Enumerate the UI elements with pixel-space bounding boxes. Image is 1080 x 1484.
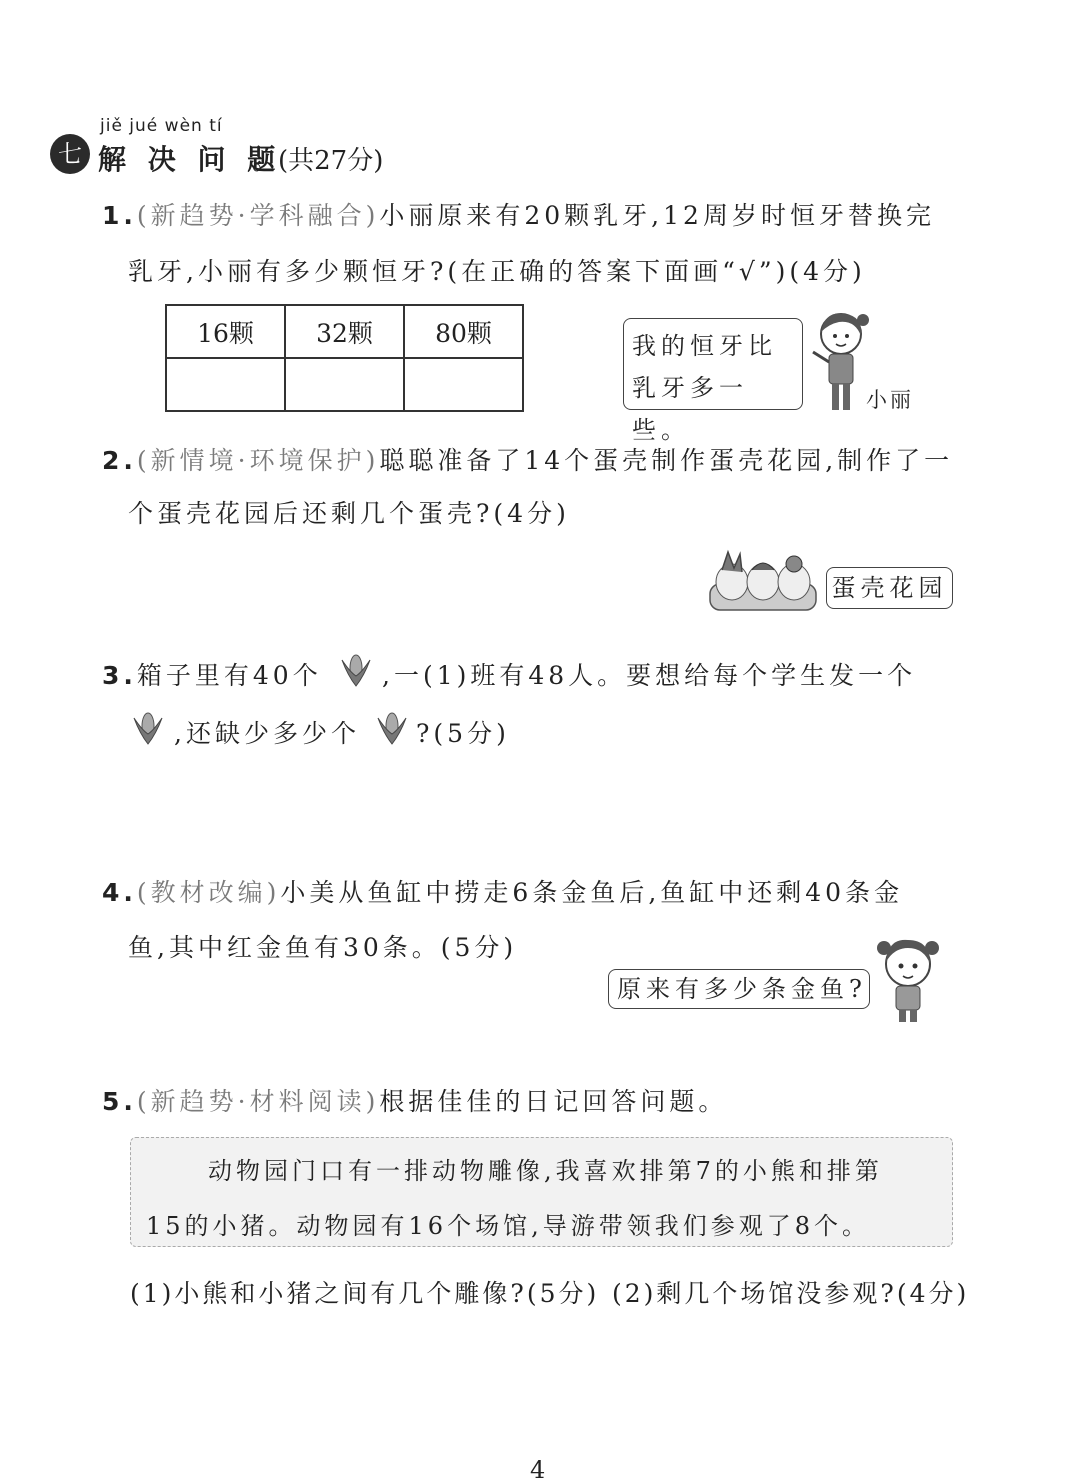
bubble-line-1: 我的恒牙比 [632, 332, 777, 360]
girl-xiaoli-icon [805, 306, 875, 416]
question-5-sub-2: (2)剩几个场馆没参观?(4分) [612, 1279, 970, 1308]
diary-line-1: 动物园门口有一排动物雕像,我喜欢排第7的小熊和排第 [208, 1157, 883, 1185]
question-5-text-1: 根据佳佳的日记回答问题。 [379, 1087, 728, 1116]
question-4-number: 4. [102, 878, 137, 907]
question-3-text-4: ?(5分) [416, 719, 510, 748]
question-1-text-2: 乳牙,小丽有多少颗恒牙?(在正确的答案下面画“√”)(4分) [128, 257, 866, 286]
answer-cell-80[interactable] [404, 358, 523, 411]
question-1-answer-table [165, 304, 524, 412]
section-number-badge: 七 [50, 134, 90, 174]
option-80: 80颗 [404, 305, 523, 358]
girl-xiaomei-icon [872, 930, 944, 1026]
question-1-text-1: 小丽原来有20颗乳牙,12周岁时恒牙替换完 [379, 201, 935, 230]
question-3-text-1: 箱子里有40个 [136, 661, 322, 690]
section-title: 解 决 问 题 [98, 143, 282, 176]
corn-icon [336, 650, 374, 690]
question-4-text-1: 小美从鱼缸中捞走6条金鱼后,鱼缸中还剩40条金 [280, 878, 904, 907]
diary-line-2: 15的小猪。动物园有16个场馆,导游带领我们参观了8个。 [146, 1212, 870, 1240]
question-2-text-2: 个蛋壳花园后还剩几个蛋壳?(4分) [128, 499, 570, 528]
eggshell-garden-icon [708, 546, 818, 614]
question-3-text-3: ,还缺少多少个 [174, 719, 360, 748]
answer-cell-16[interactable] [166, 358, 285, 411]
question-4-tag: (教材改编) [136, 878, 281, 907]
eggshell-garden-label: 蛋壳花园 [826, 567, 953, 609]
question-5-sub-1: (1)小熊和小猪之间有几个雕像?(5分) [130, 1279, 600, 1308]
question-3-number: 3. [102, 661, 137, 690]
question-4-line-1 [102, 873, 903, 909]
option-16: 16颗 [166, 305, 285, 358]
question-1-tag: (新趋势·学科融合) [136, 201, 380, 230]
question-5-tag: (新趋势·材料阅读) [136, 1087, 380, 1116]
question-5-number: 5. [102, 1087, 137, 1116]
question-1-line-1 [102, 196, 935, 232]
section-pinyin: jiě jué wèn tí [100, 116, 223, 136]
question-3-line-1 [102, 656, 322, 692]
question-2-line-1 [102, 441, 953, 477]
corn-icon [372, 708, 410, 748]
speaker-name: 小丽 [866, 388, 914, 412]
question-4-speech-bubble: 原来有多少条金鱼? [608, 969, 870, 1009]
question-2-text-1: 聪聪准备了14个蛋壳制作蛋壳花园,制作了一 [379, 446, 954, 475]
corn-icon [128, 708, 166, 748]
answer-cell-32[interactable] [285, 358, 404, 411]
question-1-number: 1. [102, 201, 137, 230]
option-32: 32颗 [285, 305, 404, 358]
question-2-number: 2. [102, 446, 137, 475]
bubble-line-2: 乳牙多一些。 [632, 374, 748, 444]
question-2-tag: (新情境·环境保护) [136, 446, 380, 475]
page-number: 4 [530, 1456, 546, 1484]
question-5-line-1 [102, 1082, 727, 1118]
question-1-speech-bubble [623, 318, 803, 444]
question-3-text-2: ,一(1)班有48人。要想给每个学生发一个 [382, 661, 917, 690]
section-score: 。(共27分) [252, 146, 384, 176]
question-4-text-2: 鱼,其中红金鱼有30条。(5分) [128, 933, 518, 962]
